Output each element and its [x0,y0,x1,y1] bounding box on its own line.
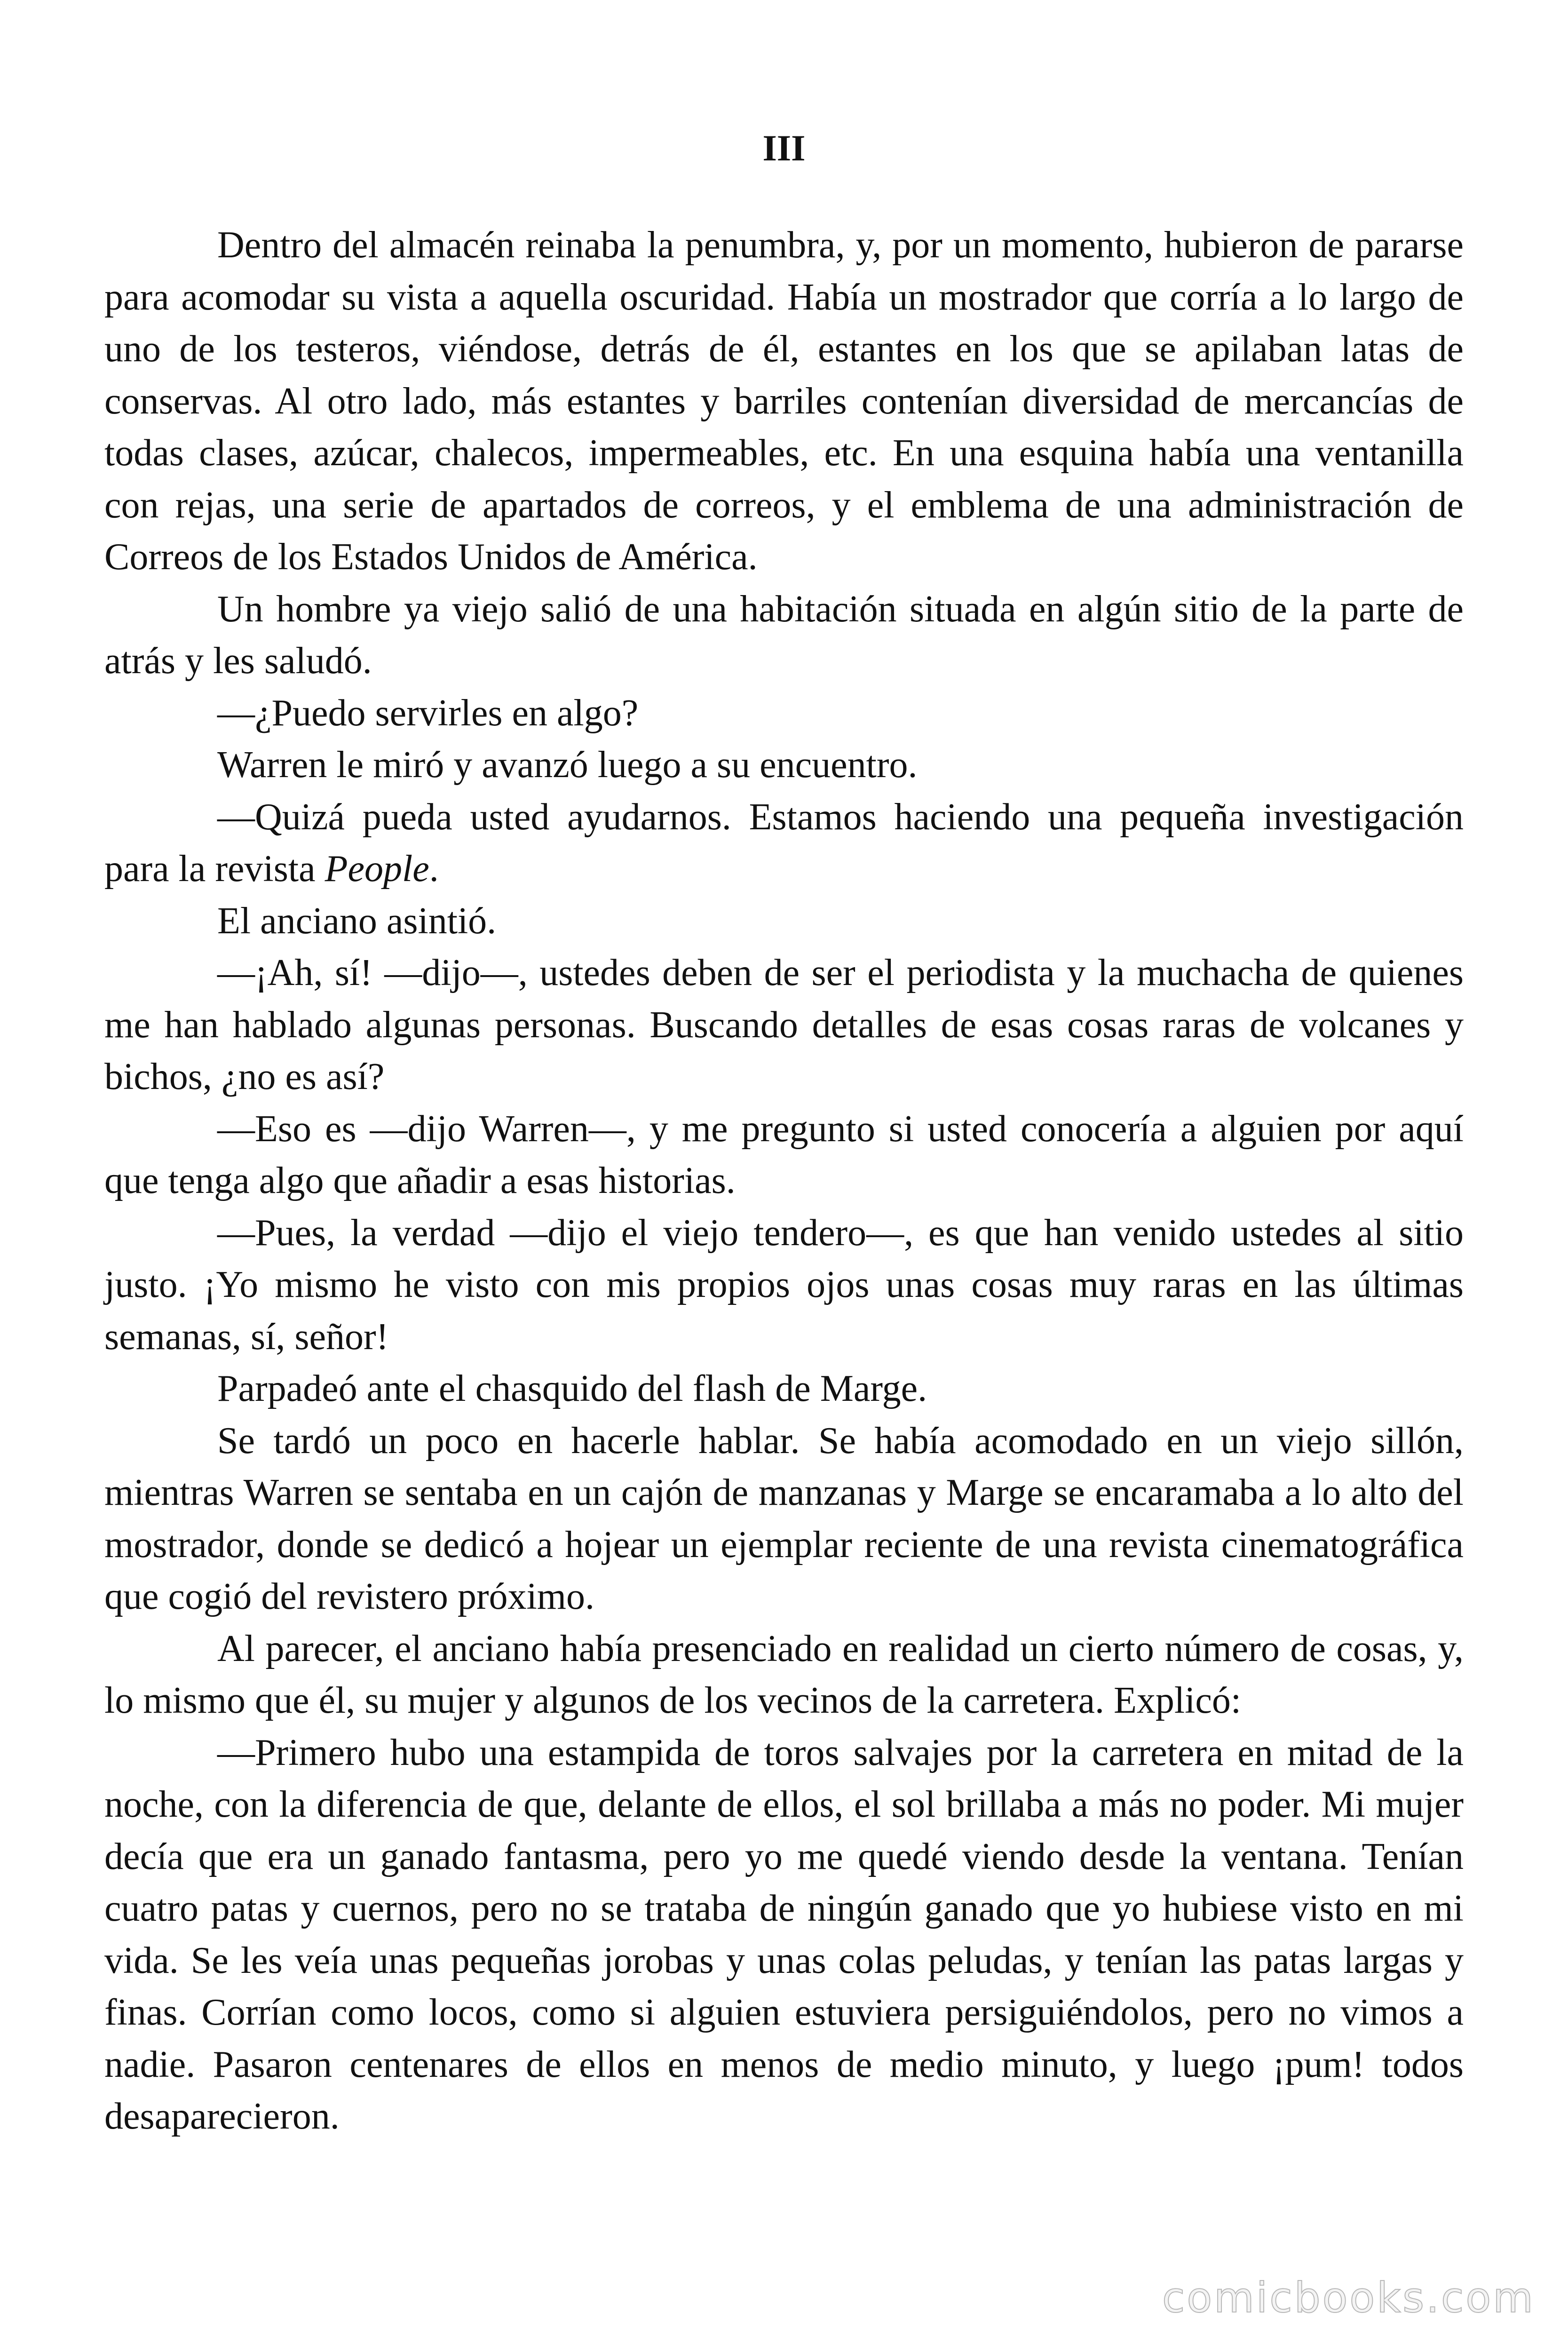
paragraph: —¡Ah, sí! —dijo—, ustedes deben de ser el periodista y la muchacha de quienes me han hablado algunas personas. Buscando detalles de esas cosas raras de volcanes y bichos, ¿no es así? [104,952,1464,1097]
site-watermark: comicbooks.com [1162,2273,1535,2322]
paragraph: Warren le miró y avanzó luego a su encuentro. [217,744,918,786]
magazine-title: People [325,848,429,890]
chapter-heading: III [762,127,806,168]
paragraph-text: . [429,848,439,890]
paragraph: —Pues, la verdad —dijo el viejo tendero—, es que han venido ustedes al sitio justo. ¡Yo mismo he visto con mis propios ojos unas cosas muy raras en las últimas semanas, sí, señor! [104,1212,1464,1358]
paragraph-text: —Quizá pueda usted ayudarnos. Estamos haciendo una pequeña investigación para la revista [104,796,1464,890]
paragraph: —¿Puedo servirles en algo? [217,692,639,734]
chapter-body [104,219,1464,2143]
paragraph: Parpadeó ante el chasquido del flash de Marge. [217,1368,927,1409]
paragraph: El anciano asintió. [217,900,497,942]
paragraph: Un hombre ya viejo salió de una habitación situada en algún sitio de la parte de atrás y les saludó. [104,588,1464,682]
paragraph: —Eso es —dijo Warren—, y me pregunto si usted conocería a alguien por aquí que tenga algo que añadir a esas historias. [104,1108,1464,1201]
paragraph: Dentro del almacén reinaba la penumbra, y, por un momento, hubieron de pararse para acomodar su vista a aquella oscuridad. Había un mostrador que corría a lo largo de uno de los testeros, viéndose, detrás de él, estantes en los que se apilaban latas de conservas. Al otro lado, más estantes y barriles contenían diversidad de mercancías de todas clases, azúcar, chalecos, impermeables, etc. En una esquina había una ventanilla con rejas, una serie de apartados de correos, y el emblema de una administración de Correos de los Estados Unidos de América. [104,224,1464,578]
paragraph: Al parecer, el anciano había presenciado en realidad un cierto número de cosas, y, lo mismo que él, su mujer y algunos de los vecinos de la carretera. Explicó: [104,1628,1464,1721]
paragraph: Se tardó un poco en hacerle hablar. Se había acomodado en un viejo sillón, mientras Warren se sentaba en un cajón de manzanas y Marge se encaramaba a lo alto del mostrador, donde se dedicó a hojear un ejemplar reciente de una revista cinematográfica que cogió del revistero próximo. [104,1420,1464,1617]
paragraph: —Primero hubo una estampida de toros salvajes por la carretera en mitad de la noche, con la diferencia de que, delante de ellos, el sol brillaba a más no poder. Mi mujer decía que era un ganado fantasma, pero yo me quedé viendo desde la ventana. Tenían cuatro patas y cuernos, pero no se trataba de ningún ganado que yo hubiese visto en mi vida. Se les veía unas pequeñas jorobas y unas colas peludas, y tenían las patas largas y finas. Corrían como locos, como si alguien estuviera persiguiéndolos, pero no vimos a nadie. Pasaron centenares de ellos en menos de medio minuto, y luego ¡pum! todos desaparecieron. [104,1732,1464,2137]
paragraph [104,791,1464,895]
